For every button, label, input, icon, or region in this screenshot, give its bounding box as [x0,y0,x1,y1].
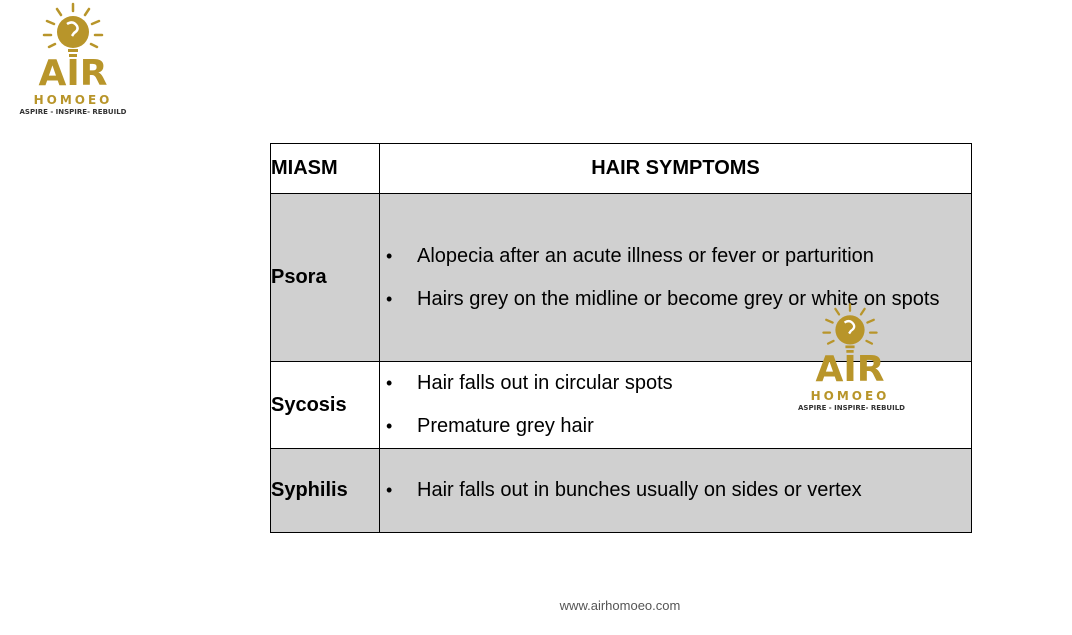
symptom-item: • Premature grey hair [380,405,961,448]
symptom-list [380,469,971,512]
footer-url: www.airhomoeo.com [559,598,681,613]
symptom-item: • Alopecia after an acute illness or fever or parturition [380,235,961,278]
header-miasm: MIASM [271,144,380,194]
watermark-brand-name: AIR [815,349,885,390]
watermark-brand-subtitle: HOMOEO [810,389,890,403]
header-hair-symptoms: HAIR SYMPTOMS [380,144,972,194]
watermark-logo [798,302,905,412]
brand-name: AIR [38,53,108,94]
lightbulb-icon [818,302,882,356]
table-row-syphilis [271,449,972,533]
symptoms-cell [380,449,972,533]
lightbulb-icon [38,2,108,60]
brand-subtitle: HOMOEO [33,93,113,107]
symptom-item: • Hair falls out in bunches usually on sides or vertex [380,469,961,512]
symptom-item: • Hair falls out in circular spots [380,362,961,405]
miasm-cell: Syphilis [271,449,380,533]
brand-tagline: ASPIRE - INSPIRE- REBUILD [19,108,127,116]
watermark-tagline: ASPIRE - INSPIRE- REBUILD [798,404,905,412]
brand-logo [18,2,128,116]
symptom-item: • Hairs grey on the midline or become grey or white on spots [380,278,961,321]
miasm-cell: Sycosis [271,362,380,449]
miasm-cell: Psora [271,194,380,362]
